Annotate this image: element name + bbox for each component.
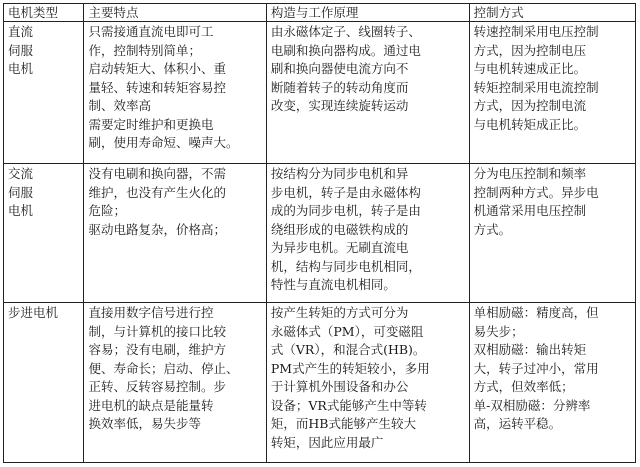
text-line: 伺服 xyxy=(8,184,34,200)
text-line: 单相励磁：精度高，但 xyxy=(473,305,599,320)
text-line: 方式，因为控制电流 xyxy=(473,98,587,113)
cell-motor-type xyxy=(4,303,84,463)
text-line: 维护，也没有产生火化的 xyxy=(88,184,226,200)
text-line: 便、寿命长；启动、停止、 xyxy=(88,360,239,376)
text-line: 电机 xyxy=(8,203,34,218)
text-line: 按产生转矩的方式可分为 xyxy=(270,305,409,320)
text-line: 为异步电机。无刷直流电 xyxy=(270,240,409,255)
text-line: 与电机转矩成正比。 xyxy=(473,116,587,132)
text-line: 设备；VR式能够产生中等转 xyxy=(270,397,427,413)
text-line: 进电机的缺点是能量转 xyxy=(88,397,214,413)
cell-features xyxy=(84,303,266,463)
text-line: 转矩，因此应用最广 xyxy=(270,434,384,450)
header-main-features: 主要特点 xyxy=(84,4,266,22)
text-line: 刷和换向器使电流方向不 xyxy=(270,61,409,76)
table-row xyxy=(4,22,636,164)
text-line: 电刷和换向器构成。通过电 xyxy=(270,42,421,58)
text-line: 危险； xyxy=(88,203,126,218)
text-line: 双相励磁：输出转矩 xyxy=(473,342,587,357)
text-line: 刷，使用寿命短、噪声大。 xyxy=(88,135,239,150)
cell-motor-type xyxy=(4,164,84,303)
cell-features xyxy=(84,164,266,303)
text-line: 只需接通直流电即可工 xyxy=(88,24,214,39)
cell-principle xyxy=(266,22,469,164)
text-line: 直接用数字信号进行控 xyxy=(88,305,214,320)
cell-principle xyxy=(266,303,469,463)
cell-control xyxy=(469,164,635,303)
text-line: 转矩控制采用电流控制 xyxy=(473,79,599,95)
header-motor-type: 电机类型 xyxy=(4,4,84,22)
text-line: 易失步； xyxy=(473,323,524,339)
text-line: 方式，因为控制电压 xyxy=(473,42,587,58)
cell-principle xyxy=(266,164,469,303)
text-line: PM式产生的转矩较小，多用 xyxy=(270,360,430,376)
text-line: 量轻、转速和转矩容易控 xyxy=(88,79,226,95)
text-line: 大，转子过冲小，常用 xyxy=(473,360,599,376)
text-line: 矩，而HB式能够产生较大 xyxy=(270,416,416,431)
text-line: 作，控制特别简单； xyxy=(88,42,201,58)
text-line: 机，结构与同步电机相同， xyxy=(270,258,421,274)
cell-control xyxy=(469,303,635,463)
text-line: 按结构分为同步电机和异 xyxy=(270,166,409,181)
header-row xyxy=(4,4,636,22)
text-line: 制，与计算机的接口比较 xyxy=(88,323,226,339)
table-row xyxy=(4,303,636,463)
text-line: 单-双相励磁：分辨率 xyxy=(473,397,591,413)
text-line: 正转、反转容易控制。步 xyxy=(88,379,226,394)
text-line: 转速控制采用电压控制 xyxy=(473,24,599,39)
text-line: 电机 xyxy=(8,61,34,76)
text-line: 控制两种方式。异步电 xyxy=(473,184,599,200)
text-line: 没有电刷和换向器，不需 xyxy=(88,166,226,181)
text-line: 需要定时维护和更换电 xyxy=(88,116,214,132)
text-line: 步电机，转子是由永磁体构 xyxy=(270,184,421,200)
text-line: 驱动电路复杂，价格高； xyxy=(88,221,226,237)
text-line: 成的为同步电机，转子是由 xyxy=(270,203,421,218)
header-construction-principle: 构造与工作原理 xyxy=(266,4,469,22)
text-line: 步进电机 xyxy=(8,305,59,320)
text-line: 分为电压控制和频率 xyxy=(473,166,587,181)
text-line: 与电机转速成正比。 xyxy=(473,61,587,76)
cell-motor-type xyxy=(4,22,84,164)
text-line: 由永磁体定子、线圈转子、 xyxy=(270,24,421,39)
text-line: 交流 xyxy=(8,166,34,181)
text-line: 于计算机外围设备和办公 xyxy=(270,379,409,394)
text-line: 伺服 xyxy=(8,42,34,58)
cell-features xyxy=(84,22,266,164)
text-line: 换效率低，易失步等 xyxy=(88,416,201,431)
text-line: 直流 xyxy=(8,24,34,39)
text-line: 式（VR），和混合式(HB)。 xyxy=(270,342,426,357)
text-line: 机通常采用电压控制 xyxy=(473,203,587,218)
text-line: 方式。 xyxy=(473,221,512,237)
text-line: 方式，但效率低； xyxy=(473,379,574,394)
text-line: 永磁体式（PM），可变磁阻 xyxy=(270,323,424,339)
text-line: 绕组形成的电磁铁构成的 xyxy=(270,221,409,237)
text-line: 高，运转平稳。 xyxy=(473,416,562,431)
cell-control xyxy=(469,22,635,164)
motor-comparison-table xyxy=(3,3,636,463)
text-line: 启动转矩大、体积小、重 xyxy=(88,61,226,76)
text-line: 制、效率高 xyxy=(88,98,151,113)
table-row xyxy=(4,164,636,303)
text-line: 容易；没有电刷，维护方 xyxy=(88,342,226,357)
text-line: 特性与直流电机相同。 xyxy=(270,277,396,292)
header-control-method: 控制方式 xyxy=(469,4,635,22)
text-line: 改变，实现连续旋转运动 xyxy=(270,98,409,113)
text-line: 断随着转子的转动角度而 xyxy=(270,79,409,95)
